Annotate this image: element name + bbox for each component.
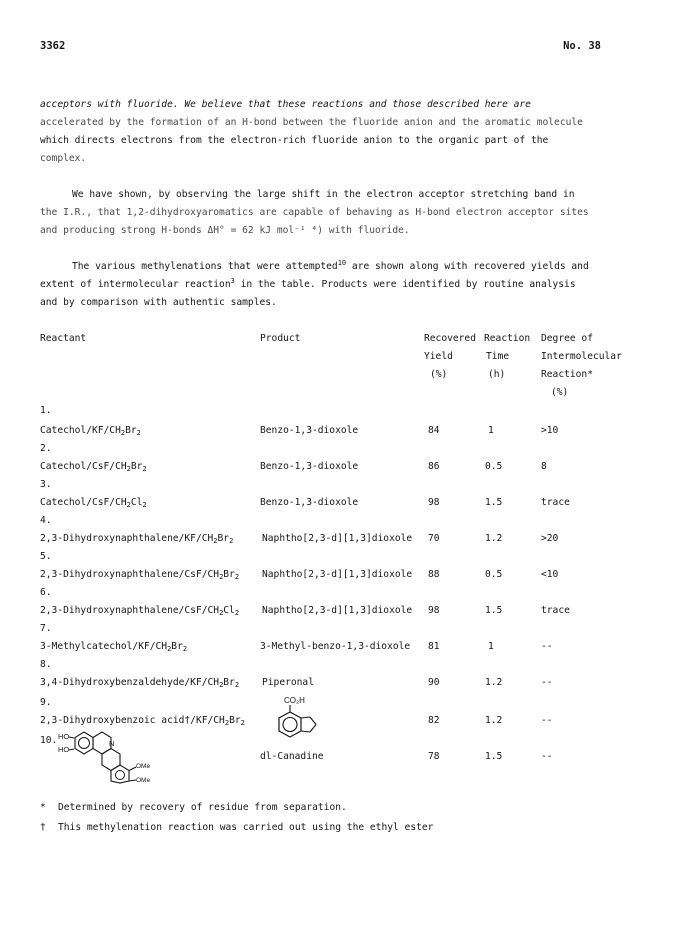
column-header-yield-3: (%) <box>430 369 448 380</box>
paragraph-1-line-3: which directs electrons from the electron-rich fluoride anion to the organic part of the <box>40 135 549 146</box>
row-6-product: Naphtho[2,3-d][1,3]dioxole <box>262 605 413 616</box>
column-header-degree-1: Degree of <box>541 333 593 344</box>
row-2-number: 2. <box>40 443 52 454</box>
paragraph-1-line-2: accelerated by the formation of an H-bond between the fluoride anion and the aromatic molecule <box>40 117 583 128</box>
row-6-number: 6. <box>40 587 52 598</box>
row-10-product: dl-Canadine <box>260 751 324 762</box>
reactant-text: Cl <box>130 497 143 508</box>
footnote-text: This methylenation reaction was carried out using the ethyl ester <box>58 822 434 833</box>
row-9-number: 9. <box>40 697 52 708</box>
reactant-text: Cl <box>223 605 235 616</box>
column-header-reactant: Reactant <box>40 333 87 344</box>
column-header-degree-2: Intermolecular <box>541 351 622 362</box>
row-3-product: Benzo-1,3-dioxole <box>260 497 359 508</box>
row-3-reactant <box>40 497 147 509</box>
subscript: 2 <box>120 429 126 437</box>
paragraph-3-text: extent of intermolecular reaction <box>40 279 231 290</box>
reactant-text: Br <box>229 715 241 726</box>
reactant-text: 2,3-Dihydroxynaphthalene/CsF/CH <box>40 569 220 580</box>
row-5-degree: <10 <box>541 569 559 580</box>
footnote-mark: † <box>40 822 46 833</box>
reactant-text: Br <box>217 533 230 544</box>
structure-label-ho-2: HO <box>58 745 70 754</box>
row-1-reactant <box>40 425 141 437</box>
row-6-degree: trace <box>541 605 570 616</box>
row-5-product: Naphtho[2,3-d][1,3]dioxole <box>262 569 413 580</box>
row-4-product: Naphtho[2,3-d][1,3]dioxole <box>262 533 413 544</box>
structure-label-n: N <box>109 739 115 748</box>
row-10-degree: -- <box>541 751 553 762</box>
row-6-yield: 98 <box>428 605 440 616</box>
reactant-text: Catechol/CsF/CH <box>40 461 127 472</box>
reactant-text: 2,3-Dihydroxynaphthalene/KF/CH <box>40 533 214 544</box>
subscript: 2 <box>219 681 224 689</box>
structure-label-ho-1: HO <box>58 732 70 741</box>
reactant-text: Br <box>130 461 143 472</box>
row-2-time: 0.5 <box>485 461 503 472</box>
row-3-degree: trace <box>541 497 570 508</box>
subscript: 2 <box>229 537 234 545</box>
row-9-reactant <box>40 715 245 727</box>
paragraph-2-line-3: and producing strong H-bonds ΔH° = 62 kJ mol⁻¹ ⁴) with fluoride. <box>40 225 410 236</box>
footnote-mark: * <box>40 802 46 813</box>
row-5-reactant <box>40 569 239 581</box>
row-4-number: 4. <box>40 515 52 526</box>
row-4-degree: >20 <box>541 533 559 544</box>
row-5-number: 5. <box>40 551 52 562</box>
row-5-time: 0.5 <box>485 569 503 580</box>
row-10-yield: 78 <box>428 751 440 762</box>
protoberberine-reactant-structure <box>56 728 186 784</box>
page-number: 3362 <box>40 40 66 52</box>
reactant-text: Br <box>223 677 235 688</box>
row-7-yield: 81 <box>428 641 440 652</box>
subscript: 2 <box>213 537 218 545</box>
paragraph-3-text: are shown along with recovered yields and <box>346 261 589 272</box>
footnote-2 <box>40 822 433 833</box>
subscript: 2 <box>126 465 131 473</box>
footnote-1 <box>40 802 347 813</box>
reference-superscript: 3 <box>230 277 235 285</box>
row-2-yield: 86 <box>428 461 440 472</box>
row-7-degree: -- <box>541 641 553 652</box>
row-8-degree: -- <box>541 677 553 688</box>
paragraph-1-line-1: acceptors with fluoride. We believe that these reactions and those described here are <box>40 99 531 110</box>
row-3-time: 1.5 <box>485 497 503 508</box>
row-4-yield: 70 <box>428 533 440 544</box>
structure-label-ome-2: OMe <box>136 777 151 784</box>
row-6-reactant <box>40 605 239 617</box>
row-9-time: 1.2 <box>485 715 503 726</box>
subscript: 2 <box>224 719 230 727</box>
row-1-time: 1 <box>488 425 494 436</box>
paragraph-3-text: The various methylenations that were attempted <box>72 261 338 272</box>
row-8-yield: 90 <box>428 677 440 688</box>
row-1-product: Benzo-1,3-dioxole <box>260 425 359 436</box>
reactant-text: Catechol/CsF/CH <box>40 497 127 508</box>
paragraph-2-line-2: the I.R., that 1,2-dihydroxyaromatics are capable of behaving as H-bond electron acceptor sites <box>40 207 589 218</box>
column-header-yield-1: Recovered <box>424 333 476 344</box>
paragraph-1 <box>40 96 640 168</box>
row-7-time: 1 <box>488 641 494 652</box>
row-1-degree: >10 <box>541 425 559 436</box>
reactant-text: 2,3-Dihydroxybenzoic acid†/KF/CH <box>40 715 225 726</box>
reactant-text: 3,4-Dihydroxybenzaldehyde/KF/CH <box>40 677 220 688</box>
row-10-time: 1.5 <box>485 751 503 762</box>
subscript: 2 <box>234 573 240 581</box>
reactant-text: Catechol/KF/CH <box>40 425 121 436</box>
subscript: 2 <box>142 501 147 509</box>
reactant-text: Br <box>223 569 235 580</box>
subscript: 2 <box>219 573 224 581</box>
row-3-yield: 98 <box>428 497 440 508</box>
column-header-time-2: Time <box>486 351 510 362</box>
row-9-degree: -- <box>541 715 553 726</box>
subscript: 2 <box>142 465 147 473</box>
reference-superscript: 10 <box>337 259 347 267</box>
column-header-product: Product <box>260 333 301 344</box>
row-7-reactant <box>40 641 187 653</box>
column-header-degree-4: (%) <box>551 387 569 398</box>
subscript: 2 <box>240 719 245 727</box>
row-3-number: 3. <box>40 479 52 490</box>
reactant-text: Br <box>125 425 137 436</box>
footnote-text: Determined by recovery of residue from separation. <box>58 802 347 813</box>
column-header-time-3: (h) <box>488 369 506 380</box>
paragraph-3 <box>40 258 640 312</box>
row-7-number: 7. <box>40 623 52 634</box>
row-8-time: 1.2 <box>485 677 503 688</box>
row-7-product: 3-Methyl-benzo-1,3-dioxole <box>260 641 411 652</box>
issue-number: No. 38 <box>563 40 601 52</box>
paragraph-1-line-4: complex. <box>40 153 87 164</box>
subscript: 2 <box>182 645 188 653</box>
structure-label-ome-1: OMe <box>136 763 151 770</box>
reactant-text: Br <box>171 641 183 652</box>
subscript: 2 <box>234 609 240 617</box>
structure-label-co2h: CO₂H <box>284 696 305 705</box>
paragraph-3-line-3: and by comparison with authentic samples. <box>40 297 277 308</box>
paragraph-3-line-2 <box>40 276 640 294</box>
row-4-reactant <box>40 533 233 545</box>
column-header-yield-2: Yield <box>424 351 453 362</box>
row-6-time: 1.5 <box>485 605 503 616</box>
row-2-product: Benzo-1,3-dioxole <box>260 461 359 472</box>
row-8-reactant <box>40 677 239 689</box>
row-1-yield: 84 <box>428 425 440 436</box>
row-10-number: 10. <box>40 735 58 746</box>
reactant-text: 2,3-Dihydroxynaphthalene/CsF/CH <box>40 605 220 616</box>
subscript: 2 <box>234 681 240 689</box>
row-8-number: 8. <box>40 659 52 670</box>
paragraph-3-text: in the table. Products were identified by routine analysis <box>234 279 576 290</box>
row-2-degree: 8 <box>541 461 547 472</box>
column-header-degree-3: Reaction* <box>541 369 593 380</box>
reactant-text: 3-Methylcatechol/KF/CH <box>40 641 168 652</box>
subscript: 2 <box>126 501 131 509</box>
row-9-yield: 82 <box>428 715 440 726</box>
subscript: 2 <box>219 609 224 617</box>
paragraph-3-line-1 <box>40 258 640 276</box>
row-2-reactant <box>40 461 147 473</box>
subscript: 2 <box>167 645 172 653</box>
column-header-time-1: Reaction <box>484 333 531 344</box>
row-4-time: 1.2 <box>485 533 503 544</box>
paragraph-2-line-1: We have shown, by observing the large shift in the electron acceptor stretching band in <box>72 189 575 200</box>
row-1-number: 1. <box>40 405 52 416</box>
row-8-product: Piperonal <box>262 677 314 688</box>
subscript: 2 <box>136 429 141 437</box>
row-5-yield: 88 <box>428 569 440 580</box>
paragraph-2 <box>40 186 640 240</box>
benzodioxole-carboxylic-acid-structure <box>268 694 348 750</box>
